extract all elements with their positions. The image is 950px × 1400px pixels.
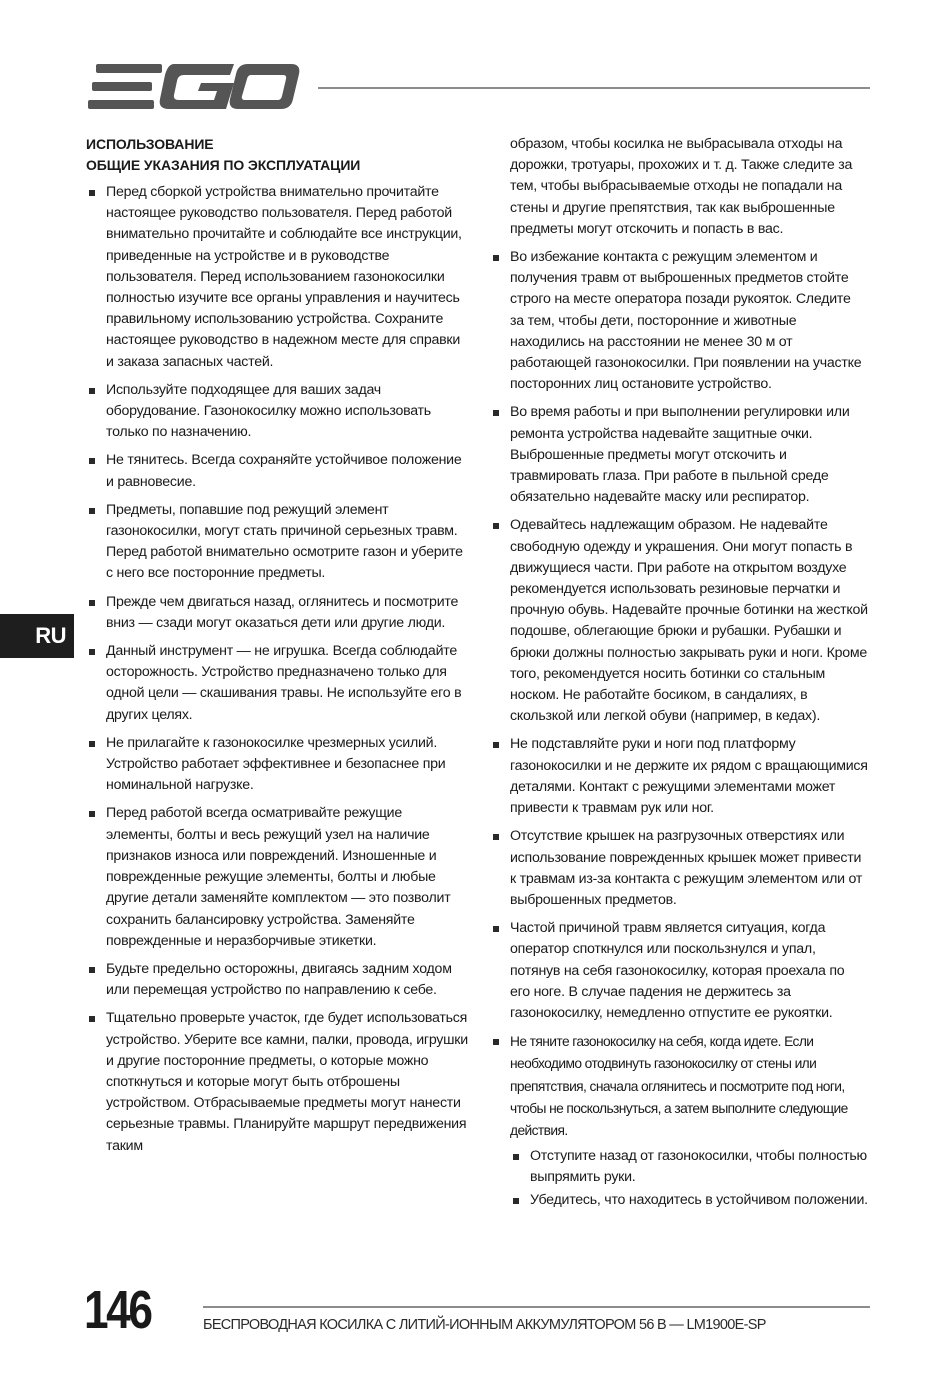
list-item: Перед работой всегда осматривайте режущие элементы, болты и весь режущий узел на наличие признаков износа или повреждений. Изношенные и поврежденные режущие элементы, болты и любые другие детали заменяйте комплектом — это позволит сохранить балансировку устройства. Заменяйте поврежденные и неразборчивые этикетки. <box>86 803 468 951</box>
list-item: Во время работы и при выполнении регулировки или ремонта устройства надевайте защитные очки. Выброшенные предметы могут отскочить и травмировать глаза. При работе в пыльной среде обязательно надевайте маску или респиратор. <box>490 402 868 508</box>
list-item: Не подставляйте руки и ноги под платформу газонокосилки и не держите их рядом с вращающимися деталями. Контакт с режущими элементами может привести к травмам рук или ног. <box>490 734 868 819</box>
header-rule <box>318 87 870 89</box>
footer-rule <box>203 1306 870 1308</box>
list-item: Перед сборкой устройства внимательно прочитайте настоящее руководство пользователя. Перед работой внимательно прочитайте и соблюдайте все инструкции, приведенные на устройстве и в руководстве пользователя. Перед использованием газонокосилки полностью изучите все органы управления и научитесь правильному использованию устройства. Сохраните настоящее руководство в надежном месте для справки и заказа запасных частей. <box>86 182 468 373</box>
list-item: Не прилагайте к газонокосилке чрезмерных усилий. Устройство работает эффективнее и безопаснее при номинальной нагрузке. <box>86 733 468 797</box>
section-title: ИСПОЛЬЗОВАНИЕ <box>86 136 214 152</box>
left-column <box>86 134 468 1164</box>
list-item: Предметы, попавшие под режущий элемент газонокосилки, могут стать причиной серьезных травм. Перед работой внимательно осмотрите газон и уберите с него все посторонние предметы. <box>86 500 468 585</box>
ego-logo <box>86 62 301 114</box>
list-item: Частой причиной травм является ситуация, когда оператор споткнулся или поскользнулся и упал, потянув на себя газонокосилку, которая проехала по его ноге. В случае падения не держитесь за газонокосилку, немедленно отпустите ее рукоятки. <box>490 918 868 1024</box>
list-item: Прежде чем двигаться назад, оглянитесь и посмотрите вниз — сзади могут оказаться дети или другие люди. <box>86 592 468 634</box>
sub-list-item: Убедитесь, что находитесь в устойчивом положении. <box>510 1190 868 1211</box>
left-bullet-list <box>86 182 468 1157</box>
footer-title: БЕСПРОВОДНАЯ КОСИЛКА С ЛИТИЙ-ИОННЫМ АККУМУЛЯТОРОМ 56 В — LM1900E-SP <box>203 1317 766 1333</box>
list-item: Одевайтесь надлежащим образом. Не надевайте свободную одежду и украшения. Они могут попасть в движущиеся части. При работе на открытом воздухе рекомендуется использовать резиновые перчатки и прочную обувь. Надевайте прочные ботинки на жесткой подошве, облегающие брюки и рубашки. Рубашки и брюки должны полностью закрывать руки и ноги. Кроме того, рекомендуется носить ботинки со стальным носком. Не работайте босиком, в сандалиях, в скользкой или легкой обуви (например, в кедах). <box>490 515 868 727</box>
sub-bullet-list <box>510 1146 868 1211</box>
list-item: Во избежание контакта с режущим элементом и получения травм от выброшенных предметов стойте строго на месте оператора позади рукояток. Следите за тем, чтобы дети, посторонние и животные находились на расстоянии не менее 30 м от работающей газонокосилки. При появлении на участке посторонних лиц остановите устройство. <box>490 247 868 395</box>
list-item: Тщательно проверьте участок, где будет использоваться устройство. Уберите все камни, палки, провода, игрушки и другие посторонние предметы, о которые можно споткнуться и которые могут быть отброшены устройством. Отбрасываемые предметы могут нанести серьезные травмы. Планируйте маршрут передвижения таким <box>86 1008 468 1156</box>
section-subtitle: ОБЩИЕ УКАЗАНИЯ ПО ЭКСПЛУАТАЦИИ <box>86 157 361 173</box>
continued-paragraph: образом, чтобы косилка не выбрасывала отходы на дорожки, тротуары, прохожих и т. д. Также следите за тем, чтобы выбрасываемые отходы не попадали на стены и другие препятствия, так как выброшенные предметы могут отскочить и попасть в вас. <box>510 136 853 237</box>
list-item: Данный инструмент — не игрушка. Всегда соблюдайте осторожность. Устройство предназначено только для одной цели — скашивания травы. Не используйте его в других целях. <box>86 641 468 726</box>
list-item-text: Не тяните газонокосилку на себя, когда идете. Если необходимо отодвинуть газонокосилку от стены или препятствия, сначала оглянитесь и посмотрите под ноги, чтобы не поскользнуться, а затем выполните следующие действия. <box>510 1034 848 1138</box>
list-item: Не тянитесь. Всегда сохраняйте устойчивое положение и равновесие. <box>86 450 468 492</box>
sub-list-item: Отступите назад от газонокосилки, чтобы полностью выпрямить руки. <box>510 1146 868 1188</box>
right-bullet-list <box>490 247 868 1211</box>
list-item-with-subitems <box>490 1031 868 1211</box>
list-item: Будьте предельно осторожны, двигаясь задним ходом или перемещая устройство по направлению к себе. <box>86 959 468 1001</box>
list-item: Отсутствие крышек на разгрузочных отверстиях или использование поврежденных крышек может привести к травмам из-за контакта с режущим элементом или от выброшенных предметов. <box>490 826 868 911</box>
right-column <box>490 134 868 1218</box>
list-item: Используйте подходящее для ваших задач оборудование. Газонокосилку можно использовать только по назначению. <box>86 380 468 444</box>
page-number: 146 <box>84 1280 151 1340</box>
language-tab: RU <box>0 614 74 658</box>
